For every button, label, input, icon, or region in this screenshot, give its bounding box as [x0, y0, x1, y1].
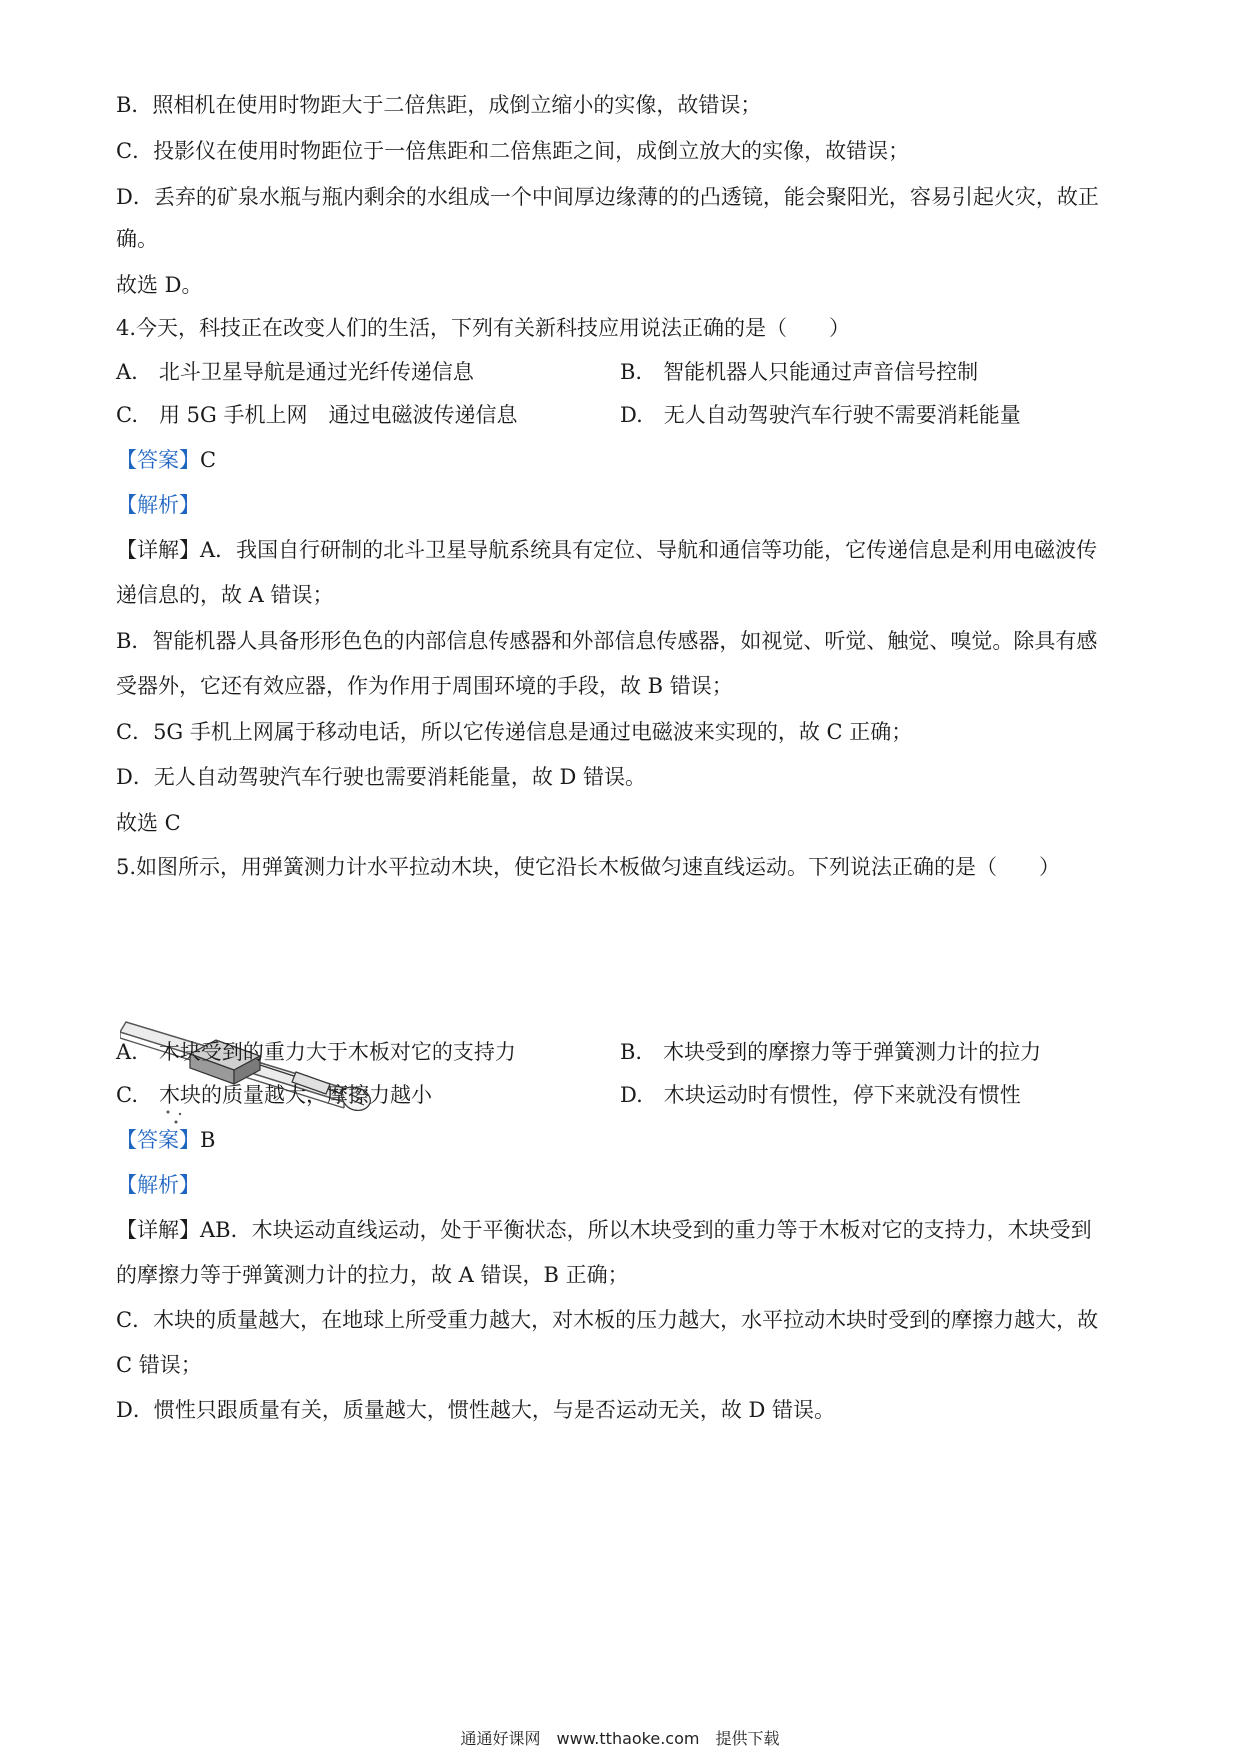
- answer-tag: 【答案】: [116, 448, 200, 472]
- q5-detail-ab-line1: [116, 1215, 1092, 1245]
- q5-option-c: C. 木块的质量越大，摩擦力越小: [116, 1083, 432, 1107]
- q4-detail-d: D．无人自动驾驶汽车行驶也需要消耗能量，故 D 错误。: [116, 765, 647, 789]
- q4-option-d: D. 无人自动驾驶汽车行驶不需要消耗能量: [620, 403, 1021, 427]
- q4-detail-b-line1: B．智能机器人具备形形色色的内部信息传感器和外部信息传感器，如视觉、听觉、触觉、嗅觉。除具有感: [116, 629, 1098, 653]
- q4-stem: 4.今天，科技正在改变人们的生活，下列有关新科技应用说法正确的是（ ）: [116, 316, 851, 340]
- q4-choice: 故选 C: [116, 811, 181, 835]
- q3-explain-b: B．照相机在使用时物距大于二倍焦距，成倒立缩小的实像，故错误；: [116, 93, 762, 117]
- detail-a-text: A．我国自行研制的北斗卫星导航系统具有定位、导航和通信等功能，它传递信息是利用电磁波传: [200, 538, 1098, 562]
- q4-option-b: B. 智能机器人只能通过声音信号控制: [620, 360, 979, 384]
- q4-detail-b-line2: 受器外，它还有效应器，作为作用于周围环境的手段，故 B 错误；: [116, 674, 733, 698]
- page-footer: 通通好课网 www.tthaoke.com 提供下载: [460, 1729, 780, 1748]
- answer-value: C: [200, 448, 217, 472]
- q3-explain-d-line2: 确。: [116, 227, 158, 251]
- answer-tag: 【答案】: [116, 1128, 200, 1152]
- q5-detail-c-line2: C 错误；: [116, 1353, 202, 1377]
- q5-option-d: D. 木块运动时有惯性，停下来就没有惯性: [620, 1083, 1021, 1107]
- q4-analysis-tag: [116, 490, 200, 520]
- q4-detail-a-line1: [116, 535, 1097, 565]
- q5-stem: 5.如图所示，用弹簧测力计水平拉动木块，使它沿长木板做匀速直线运动。下列说法正确的是（ ）: [116, 855, 1061, 879]
- q5-detail-d: D．惯性只跟质量有关，质量越大，惯性越大，与是否运动无关，故 D 错误。: [116, 1398, 836, 1422]
- detail-tag: 【详解】: [116, 538, 200, 562]
- q5-detail-ab-line2: 的摩擦力等于弹簧测力计的拉力，故 A 错误，B 正确；: [116, 1263, 629, 1287]
- analysis-tag: 【解析】: [116, 1173, 200, 1197]
- q5-analysis-tag: [116, 1170, 200, 1200]
- q5-option-b: B. 木块受到的摩擦力等于弹簧测力计的拉力: [620, 1040, 1042, 1064]
- q4-detail-c: C．5G 手机上网属于移动电话，所以它传递信息是通过电磁波来实现的，故 C 正确；: [116, 720, 913, 744]
- q5-option-a: A. 木块受到的重力大于木板对它的支持力: [116, 1040, 516, 1064]
- speckles: [167, 1111, 182, 1124]
- q4-detail-a-line2: 递信息的，故 A 错误；: [116, 583, 334, 607]
- q3-explain-d-line1: D．丢弃的矿泉水瓶与瓶内剩余的水组成一个中间厚边缘薄的的凸透镜，能会聚阳光，容易引起火灾，故正: [116, 185, 1099, 209]
- q3-choice: 故选 D。: [116, 273, 203, 297]
- q3-explain-c: C．投影仪在使用时物距位于一倍焦距和二倍焦距之间，成倒立放大的实像，故错误；: [116, 139, 910, 163]
- analysis-tag: 【解析】: [116, 493, 200, 517]
- q4-option-a: A. 北斗卫星导航是通过光纤传递信息: [116, 360, 474, 384]
- spring-scale-figure: [120, 1010, 400, 1140]
- q4-answer: [116, 445, 216, 475]
- q5-detail-c-line1: C．木块的质量越大，在地球上所受重力越大，对木板的压力越大，水平拉动木块时受到的摩擦力越大，故: [116, 1308, 1099, 1332]
- answer-value: B: [200, 1128, 216, 1152]
- q4-option-c: C. 用 5G 手机上网 通过电磁波传递信息: [116, 403, 518, 427]
- detail-ab-text: AB．木块运动直线运动，处于平衡状态，所以木块受到的重力等于木板对它的支持力，木块受到: [200, 1218, 1092, 1242]
- q5-answer: [116, 1125, 215, 1155]
- detail-tag: 【详解】: [116, 1218, 200, 1242]
